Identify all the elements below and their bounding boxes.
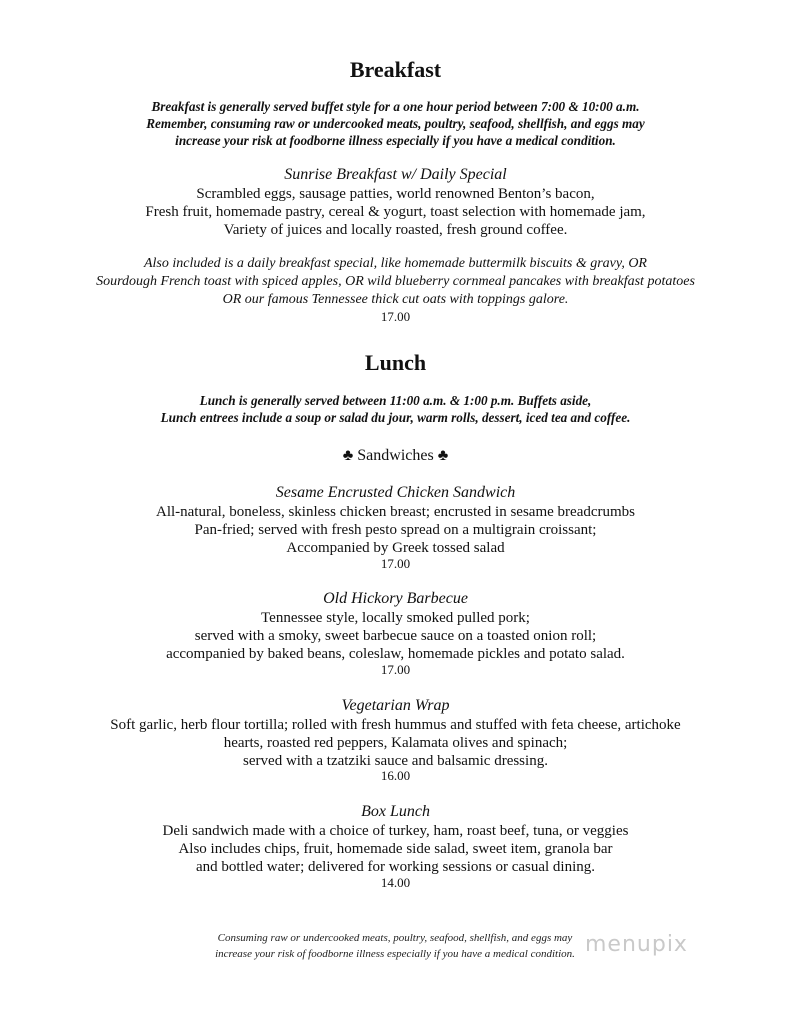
sandwiches-label: Sandwiches (357, 447, 434, 464)
menu-item-description-line: Also includes chips, fruit, homemade side salad, sweet item, granola bar (178, 841, 613, 857)
breakfast-item-description-line-1: Scrambled eggs, sausage patties, world renowned Benton’s bacon, (196, 186, 595, 202)
menu-item-description-line: All-natural, boneless, skinless chicken breast; encrusted in sesame breadcrumbs (155, 504, 636, 520)
club-icon: ♣ (437, 447, 449, 464)
footer-disclaimer-line-1: Consuming raw or undercooked meats, poultry, seafood, shellfish, and eggs may (217, 932, 573, 944)
lunch-notice-line-1: Lunch is generally served between 11:00 a.m. & 1:00 p.m. Buffets aside, (199, 393, 592, 408)
sandwiches-subheading (0, 446, 791, 466)
menu-item-description-line: accompanied by baked beans, coleslaw, homemade pickles and potato salad. (166, 646, 625, 662)
menu-item-price: 17.00 (380, 556, 411, 571)
breakfast-heading: Breakfast (349, 57, 442, 82)
breakfast-special-line-1: Also included is a daily breakfast special, like homemade buttermilk biscuits & gravy, OR (143, 256, 647, 271)
menu-item-title: Sesame Encrusted Chicken Sandwich (275, 484, 516, 501)
menu-item-title: Box Lunch (361, 803, 430, 820)
menu-item-title: Old Hickory Barbecue (323, 590, 468, 607)
menu-item-description-line: Deli sandwich made with a choice of turkey, ham, roast beef, tuna, or veggies (162, 823, 629, 839)
club-icon: ♣ (342, 447, 354, 464)
breakfast-item-description-line-2: Fresh fruit, homemade pastry, cereal & yogurt, toast selection with homemade jam, (145, 204, 646, 220)
breakfast-item-title: Sunrise Breakfast w/ Daily Special (284, 166, 507, 183)
breakfast-notice-line-1: Breakfast is generally served buffet style for a one hour period between 7:00 & 10:00 a.m. (151, 99, 640, 114)
menu-item-description-line: and bottled water; delivered for working sessions or casual dining. (195, 859, 596, 875)
menu-item-description-line: served with a tzatziki sauce and balsamic dressing. (243, 753, 548, 769)
menu-item-description-line: Tennessee style, locally smoked pulled pork; (261, 610, 530, 626)
breakfast-special-line-3: OR our famous Tennessee thick cut oats with toppings galore. (222, 292, 569, 307)
breakfast-notice-line-3: increase your risk at foodborne illness especially if you have a medical condition. (175, 133, 616, 148)
footer-disclaimer-line-2: increase your risk of foodborne illness especially if you have a medical condition. (215, 948, 575, 960)
menu-item-description-line: Soft garlic, herb flour tortilla; rolled with fresh hummus and stuffed with feta cheese, artichoke (110, 717, 681, 733)
menu-item-price: 16.00 (380, 768, 411, 783)
breakfast-item-description-line-3: Variety of juices and locally roasted, fresh ground coffee. (223, 222, 568, 238)
breakfast-special-line-2: Sourdough French toast with spiced apples, OR wild blueberry cornmeal pancakes with breakfast potatoes (96, 274, 695, 289)
lunch-heading: Lunch (364, 350, 427, 375)
menu-item-price: 17.00 (380, 662, 411, 677)
menu-item-description-line: hearts, roasted red peppers, Kalamata olives and spinach; (223, 735, 568, 751)
lunch-notice-line-2: Lunch entrees include a soup or salad du jour, warm rolls, dessert, iced tea and coffee. (160, 410, 631, 425)
menu-item-description-line: Accompanied by Greek tossed salad (286, 540, 505, 556)
breakfast-item-price: 17.00 (380, 309, 411, 324)
breakfast-notice-line-2: Remember, consuming raw or undercooked meats, poultry, seafood, shellfish, and eggs may (146, 116, 645, 131)
menupix-watermark: menupix (585, 932, 688, 957)
menu-item-price: 14.00 (380, 875, 411, 890)
menu-item-description-line: Pan-fried; served with fresh pesto spread on a multigrain croissant; (194, 522, 597, 538)
menu-item-title: Vegetarian Wrap (341, 697, 450, 714)
menu-item-description-line: served with a smoky, sweet barbecue sauce on a toasted onion roll; (194, 628, 597, 644)
